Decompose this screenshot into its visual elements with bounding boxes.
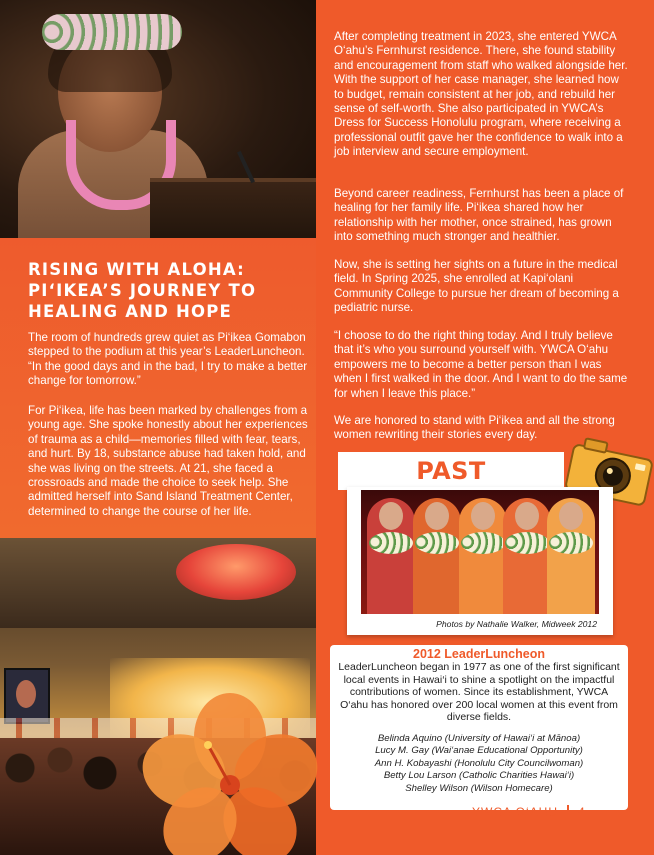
hibiscus-flower-icon [130,690,330,855]
page-footer [472,805,602,819]
honoree-item: Ann H. Kobayashi (Honolulu City Councilwoman) [374,757,584,769]
article-headline: RISING WITH ALOHA: PI‘IKEA’S JOURNEY TO HEALING AND HOPE [28,260,257,321]
honoree-item: Shelley Wilson (Wilson Homecare) [405,782,553,794]
group-photo [361,490,599,614]
honoree-item: Lucy M. Gay (Wai‘anae Educational Opportunity) [375,745,583,757]
photo-caption: Photos by Nathalie Walker, Midweek 2012 [436,619,597,629]
article-paragraph: The room of hundreds grew quiet as Pi‘ikea Gomabon stepped to the podium at this year’s LeaderLuncheon. “In the good days and in the bad, I try to make a better change for tomorrow.” [28,331,308,388]
article-paragraph: For Pi‘ikea, life has been marked by challenges from a young age. She spoke honestly about her experiences of trauma as a child—memories filled with fear, tears, and hurt. By 18, substance abuse had taken hold, and she was living on the streets. At 21, she faced a crossroads and made the choice to seek help. She admitted herself into Sand Island Treatment Center, determined to change the course of her life. [28,404,308,518]
article-quote: “I choose to do the right thing today. And I truly believe that it’s who you surround yourself with. YWCA O‘ahu empowers me to become a better person than I was when I first walked in the door. And I want to do the same for when I leave this place.” [334,329,628,400]
snapshot-photo-frame [347,487,613,635]
footer-org: YWCA O‘AHU [472,805,559,819]
article-paragraph: Now, she is setting her sights on a future in the medical field. In Spring 2025, she enrolled at Kapi‘olani Community College to pursue her dream of becoming a pediatric nurse. [334,258,619,315]
article-paragraph: We are honored to stand with Pi‘ikea and all the strong women rewriting their stories every day. [334,414,615,442]
past-snapshots-heading: PAST [338,452,564,490]
honoree-item: Betty Lou Larson (Catholic Charities Hawai‘i) [383,770,575,782]
honoree-list [336,733,622,795]
page-number: 4 [578,805,586,819]
article-paragraph: After completing treatment in 2023, she entered YWCA O‘ahu’s Fernhurst residence. There, she found stability and encouragement from staff who walked alongside her. With the support of her case manager, she learned how to budget, remain consistent at her job, and rebuild her sense of self-worth. She also participated in YWCA’s Dress for Success Honolulu program, where receiving a professional outfit gave her the confidence to walk into a job interview and secure employment. [334,30,628,159]
article-paragraph: Beyond career readiness, Fernhurst has been a place of healing for her family life. Pi‘ikea shared how her relationship with her mother, once strained, has grown into something much stronger and healthier. [334,187,624,244]
card-body: LeaderLuncheon began in 1977 as one of the first significant local events in Hawai‘i to shine a spotlight on the impactful contributions of women. Since its establishment, YWCA O‘ahu has honored over 200 local women at this event from diverse fields. [338,661,620,724]
card-title: 2012 LeaderLuncheon [413,647,545,661]
footer-divider [567,805,569,817]
speaker-photo [0,0,316,238]
honoree-item: Belinda Aquino (University of Hawai‘i at Mānoa) [377,733,581,744]
luncheon-info-card [330,645,628,810]
